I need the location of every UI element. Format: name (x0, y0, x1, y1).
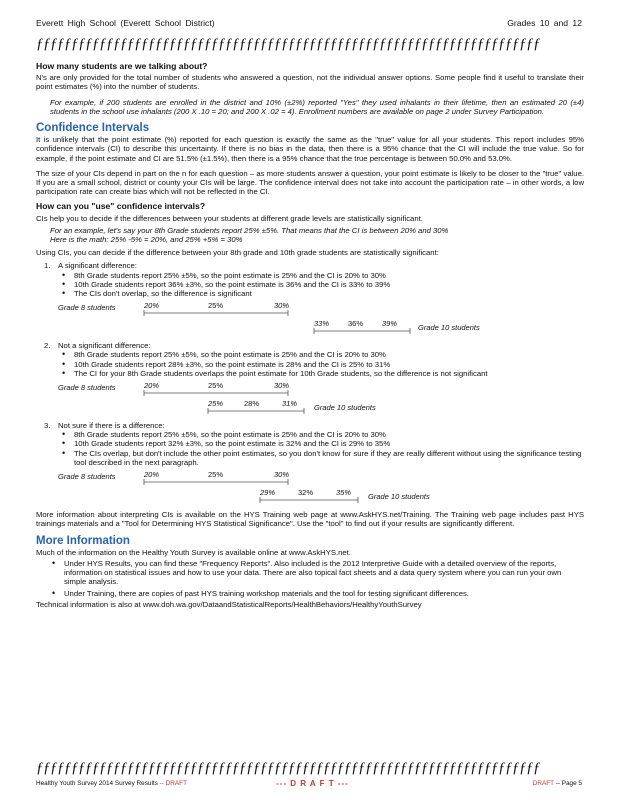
ci-high: 30% (274, 470, 290, 480)
grade8-label: Grade 8 students (58, 472, 116, 482)
bullet: • The CIs overlap, but don't include the other point estimates, so you don't know for sure if they are really different without using the significance testing tool described in the next paragraph. (60, 449, 584, 467)
ci-high: 39% (382, 319, 398, 329)
grades-label: Grades 10 and 12 (507, 18, 582, 28)
page-number: -- Page 5 (555, 780, 582, 787)
paragraph: N's are only provided for the total number of students who answered a question, not the individual answer options. Some people find it useful to translate their point estimates (%) into the number of students. (36, 73, 584, 92)
item-number: 2. (44, 341, 51, 351)
ci-high: 30% (274, 381, 290, 391)
ci-point: 32% (298, 488, 314, 498)
ci-diagram-1 (58, 301, 584, 335)
item-title: Not sure if there is a difference: (58, 421, 165, 431)
list-item (36, 421, 584, 504)
paragraph: Using CIs, you can decide if the difference between your 8th grade and 10th grade students are statistically significant: (36, 248, 439, 258)
ci-point: 25% (208, 381, 224, 391)
ci-high: 35% (336, 488, 352, 498)
item-number: 1. (44, 261, 51, 271)
paragraph: Much of the information on the Healthy Youth Survey is available online at www.AskHYS.net. (36, 547, 351, 557)
item-title: Not a significant difference: (58, 341, 151, 351)
grade10-label: Grade 10 students (368, 492, 430, 502)
survey-name: Healthy Youth Survey 2014 Survey Results (36, 780, 158, 787)
ci-low: 20% (144, 301, 160, 311)
section-title-use-ci: How can you "use" confidence intervals? (36, 201, 206, 212)
ci-point: 25% (208, 301, 224, 311)
more-information-section (36, 534, 584, 609)
bullet: • Under Training, there are copies of past HYS training workshop materials and the tool for testing significant differences. (50, 589, 584, 598)
ci-lines (58, 470, 606, 504)
ci-low: 29% (260, 488, 276, 498)
paragraph: It is unlikely that the point estimate (%) reported for each question is exactly the same as the "true" value for all your students. This report includes 95% confidence intervals (CI) to describe this uncertainty. If there is no bias in the data, then there is a 95% chance that the CI will include the true value. So for example, if the point estimate and CI are 51.5% (±1.5%), then there is a 95% chance that the true percentage is between 50.0% and 53.0%. (36, 135, 584, 163)
ci-diagram-2 (58, 381, 584, 415)
section-title-how-many: How many students are we talking about? (36, 61, 208, 71)
bullet: • The CIs don't overlap, so the difference is significant (60, 289, 584, 298)
draft-banner: --- D R A F T --- (276, 779, 349, 788)
bullet: • The CI for your 8th Grade students overlaps the point estimate for 10th Grade students, so the difference is not significant (60, 369, 584, 378)
section-title-more-information: More Information (36, 534, 130, 547)
section-title-confidence-intervals: Confidence Intervals (36, 122, 150, 135)
ci-high: 30% (274, 301, 290, 311)
example-math: Here is the math: 25% -5% = 20%, and 25% +5% = 30% (50, 235, 243, 245)
ci-low: 20% (144, 381, 160, 391)
grade10-label: Grade 10 students (418, 323, 480, 333)
bullet: • Under HYS Results, you can find these "Frequency Reports". Also included is the 2012 Interpretive Guide with a detailed overview of the reports, information on statistical issues and how to use your data. There are also topical fact sheets and a data query system where you can run your own simple analysis. (50, 559, 584, 587)
ci-diagram-3 (58, 470, 584, 504)
grade8-label: Grade 8 students (58, 383, 116, 393)
bullet: • 8th Grade students report 25% ±5%, so the point estimate is 25% and the CI is 20% to 30% (60, 350, 584, 359)
list-item (36, 341, 584, 415)
paragraph: The size of your CIs depend in part on the n for each question – as more students answer a question, your point estimate is likely to be closer to the "true" value. If you are a small school, district or county your CIs will be large. The confidence interval does not take into account the participation rate – in other words, a low participation rate can create bias which will not be reflected in the CI. (36, 168, 584, 197)
list-item (36, 261, 584, 335)
ci-point: 36% (348, 319, 364, 329)
bullet: • 10th Grade students report 32% ±3%, so the point estimate is 32% and the CI is 29% to 35% (60, 439, 584, 448)
grade10-label: Grade 10 students (314, 403, 376, 413)
ci-low: 33% (314, 319, 330, 329)
example-text: For example, if 200 students are enrolled in the district and 10% (±2%) reported "Yes" they used inhalants in their lifetime, then an estimated 20 (±4) students in the school use inhalants (200 X .10 = 20; and 200 X .02 = 4). Enrollment numbers are available on page 2 under Survey Participation. (50, 97, 584, 116)
school-name: Everett High School (Everett School District) (36, 18, 215, 28)
bullet: • 10th Grade students report 36% ±3%, so the point estimate is 36% and the CI is 33% to 39% (60, 280, 584, 289)
header-divider: ƒƒƒƒƒƒƒƒƒƒƒƒƒƒƒƒƒƒƒƒƒƒƒƒƒƒƒƒƒƒƒƒƒƒƒƒƒƒƒƒƒƒƒƒƒƒƒƒƒƒƒƒƒƒƒƒƒƒƒƒƒƒƒƒƒƒƒƒƒƒƒƒ (36, 36, 540, 52)
draft-mark: -- DRAFT (159, 780, 187, 787)
example-text: For an example, let's say your 8th Grade students report 25% ±5%. That means that the CI is between 20% and 30% (50, 225, 449, 235)
ci-lines (58, 301, 606, 335)
ci-point: 28% (244, 399, 260, 409)
paragraph: More information about interpreting CIs is available on the HYS Training web page at www.AskHYS.net/Training. The Training web page includes past HYS trainings materials and a "Tool for Determining HYS Statistical Significance". Use the "tool" to find out if your results are significantly different. (36, 510, 584, 529)
item-title: A significant difference: (58, 261, 137, 271)
paragraph: CIs help you to decide if the differences between your students at different grade levels are statistically significant. (36, 213, 423, 223)
paragraph: Technical information is also at www.doh.wa.gov/DataandStatisticalReports/HealthBehaviors/HealthyYouthSurvey (36, 599, 422, 609)
bullet: • 8th Grade students report 25% ±5%, so the point estimate is 25% and the CI is 20% to 30% (60, 271, 584, 280)
footer-divider: ƒƒƒƒƒƒƒƒƒƒƒƒƒƒƒƒƒƒƒƒƒƒƒƒƒƒƒƒƒƒƒƒƒƒƒƒƒƒƒƒƒƒƒƒƒƒƒƒƒƒƒƒƒƒƒƒƒƒƒƒƒƒƒƒƒƒƒƒƒƒƒƒ (36, 760, 540, 776)
footer-right (533, 780, 582, 787)
ci-low: 20% (144, 470, 160, 480)
examples-list (36, 261, 584, 504)
footer-left (36, 780, 187, 787)
grade8-label: Grade 8 students (58, 303, 116, 313)
draft-mark: DRAFT (532, 780, 554, 787)
bullet: • 8th Grade students report 25% ±5%, so the point estimate is 25% and the CI is 20% to 30% (60, 430, 584, 439)
ci-point: 25% (208, 470, 224, 480)
ci-high: 31% (282, 399, 298, 409)
ci-low: 25% (208, 399, 224, 409)
page-footer (36, 780, 582, 790)
main-content (36, 62, 584, 615)
page-header (36, 18, 582, 30)
item-number: 3. (44, 421, 51, 431)
bullet: • 10th Grade students report 28% ±3%, so the point estimate is 28% and the CI is 25% to 31% (60, 360, 584, 369)
